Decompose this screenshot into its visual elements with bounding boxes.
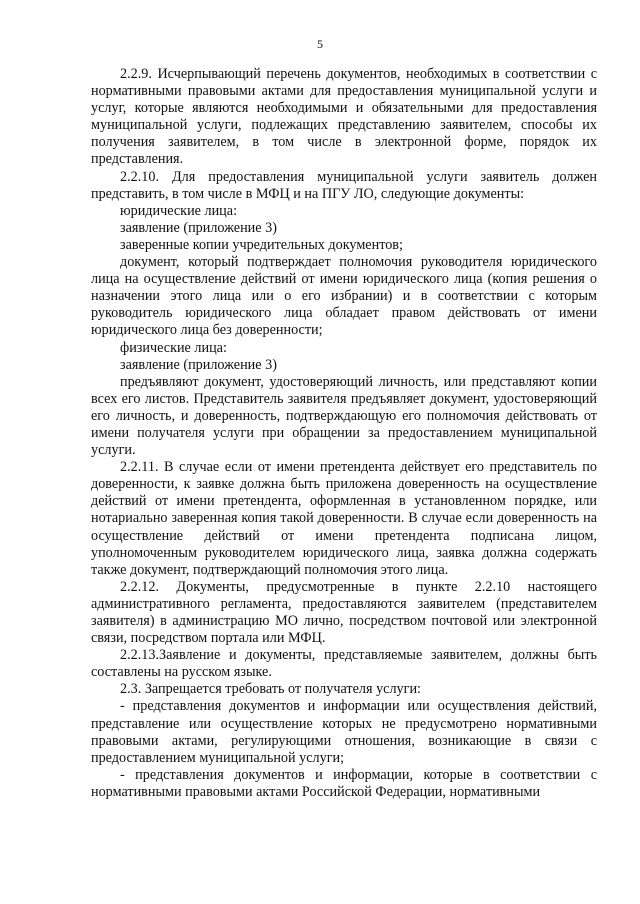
prohibition-item-2: - представления документов и информации, которые в соответствии с нормативными правовыми актами Российской Федерации, нормативными <box>91 766 597 800</box>
individuals-heading: физические лица: <box>120 339 227 356</box>
document-body <box>91 66 597 801</box>
paragraph-2-2-11: 2.2.11. В случае если от имени претендента действует его представитель по доверенности, к заявке должна быть приложена доверенность на осуществление действий от имени претендента, оформленная в установленном порядке, или нотариально заверенная копия такой доверенности. В случае если доверенность на осуществление действий от имени претендента подписана лицом, уполномоченным руководителем юридического лица, заявка должна содержать также документ, подтверждающий полномочия этого лица. <box>91 459 597 578</box>
legal-entities-authority-document: документ, который подтверждает полномочия руководителя юридического лица на осуществление действий от имени юридического лица (копия решения о назначении этого лица или о его избрании) и в соответствии с которым руководитель юридического лица обладает правом действовать от имени юридического лица без доверенности; <box>91 254 597 339</box>
paragraph-2-3: 2.3. Запрещается требовать от получателя услуги: <box>120 681 421 698</box>
paragraph-2-2-9: 2.2.9. Исчерпывающий перечень документов, необходимых в соответствии с нормативными правовыми актами для предоставления муниципальной услуги и услуг, которые являются необходимыми и обязательными для предоставления муниципальной услуги, подлежащих представлению заявителем, способы их получения заявителем, в том числе в электронной форме, порядок их представления. <box>91 66 597 168</box>
legal-entities-charter-copies: заверенные копии учредительных документов; <box>120 236 403 253</box>
individuals-application: заявление (приложение 3) <box>120 356 277 373</box>
legal-entities-application: заявление (приложение 3) <box>120 219 277 236</box>
prohibition-item-1: - представления документов и информации или осуществления действий, представление или осуществление которых не предусмотрено нормативными правовыми актами, регулирующими отношения, возникающие в связи с предоставлением муниципальной услуги; <box>91 698 597 766</box>
legal-entities-heading: юридические лица: <box>120 202 238 219</box>
paragraph-2-2-12: 2.2.12. Документы, предусмотренные в пункте 2.2.10 настоящего административного регламента, предоставляются заявителем (представителем заявителя) в администрацию МО лично, посредством почтовой или электронной связи, посредством портала или МФЦ. <box>91 578 597 647</box>
paragraph-2-2-13: 2.2.13.Заявление и документы, представляемые заявителем, должны быть составлены на русском языке. <box>91 647 597 681</box>
individuals-identity-document: предъявляют документ, удостоверяющий личность, или представляют копии всех его листов. Представитель заявителя предъявляет документ, удостоверяющий его личность, и доверенность, подтверждающую его полномочия действовать от имени получателя услуги при обращении за предоставлением муниципальной услуги. <box>91 373 597 459</box>
paragraph-2-2-10: 2.2.10. Для предоставления муниципальной услуги заявитель должен представить, в том числе в МФЦ и на ПГУ ЛО, следующие документы: <box>91 168 597 202</box>
page-number: 5 <box>317 37 323 51</box>
